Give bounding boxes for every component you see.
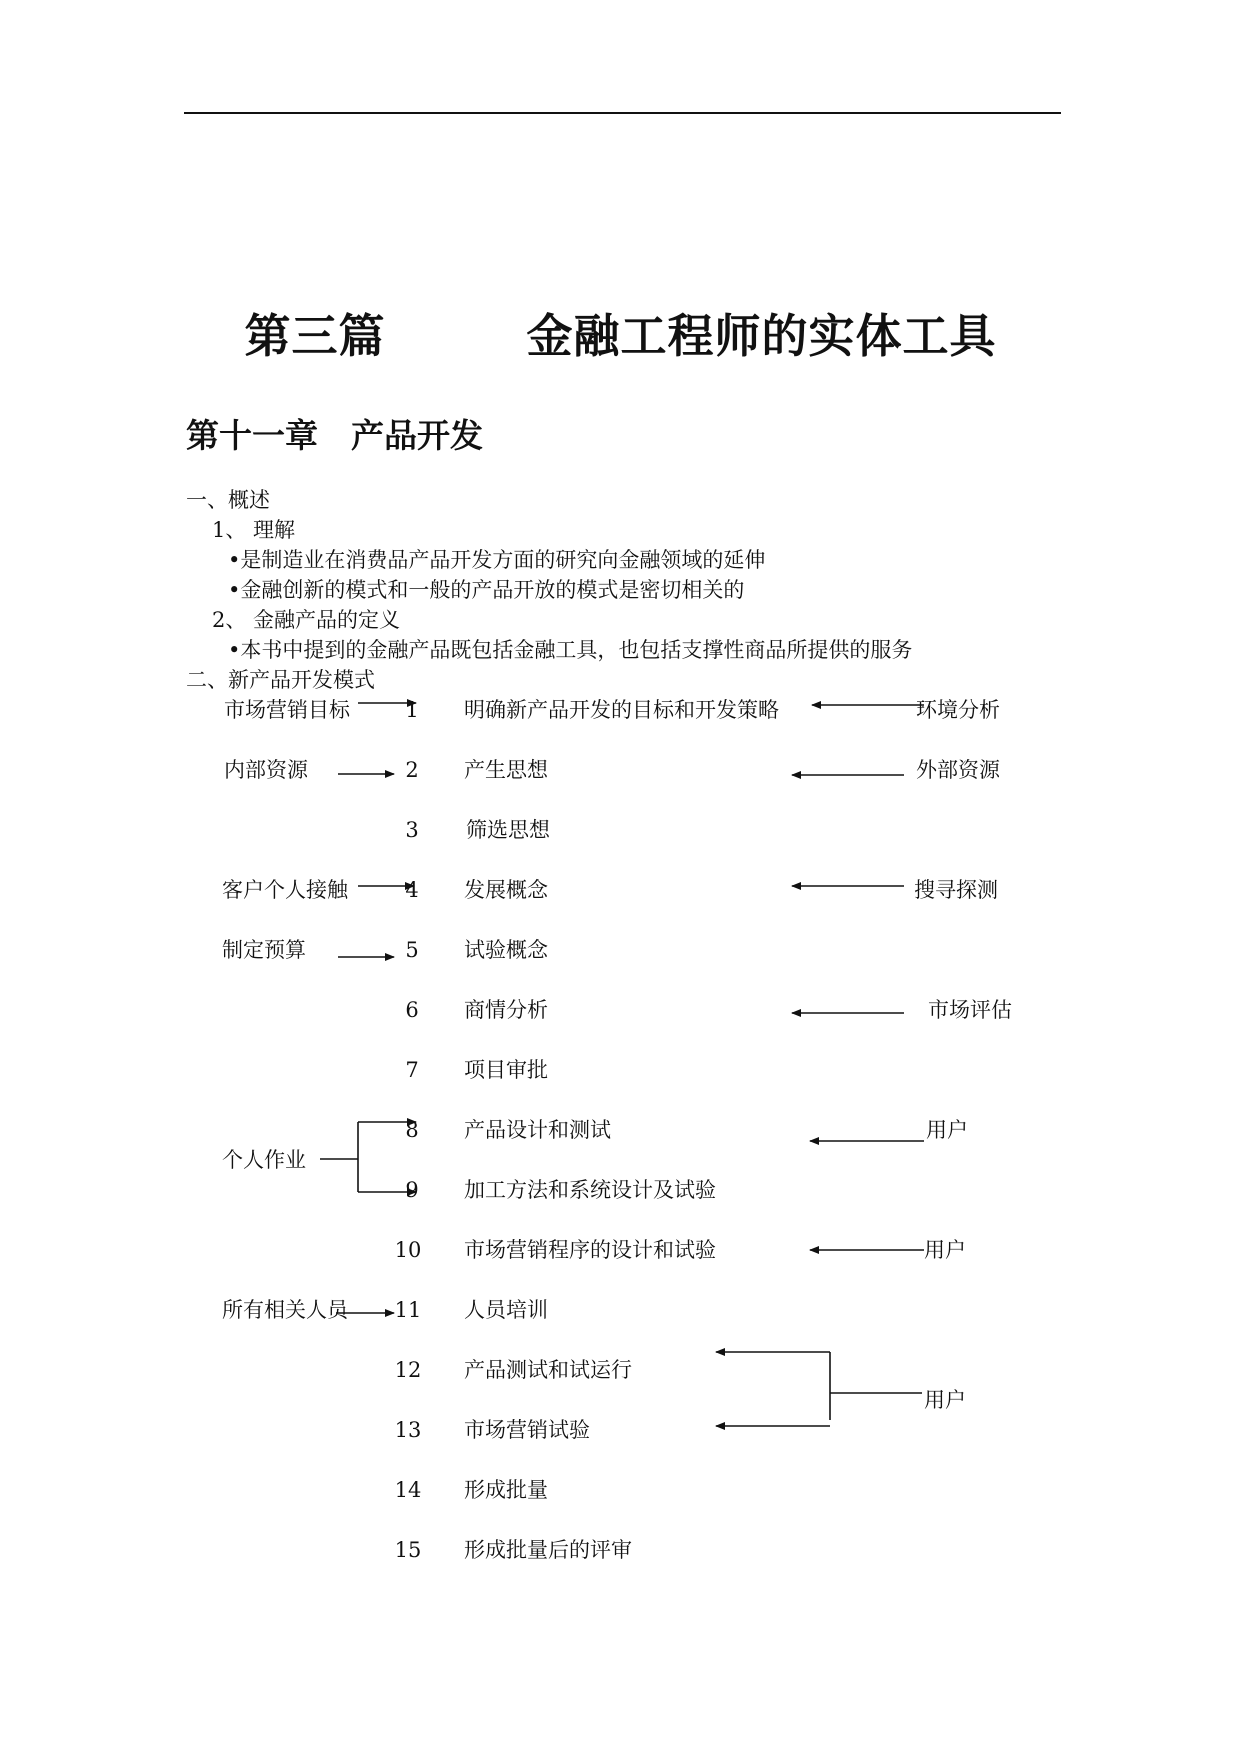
step-number: 6 (405, 998, 419, 1022)
input-internal-resources: 内部资源 (224, 758, 308, 782)
step-label: 项目审批 (464, 1058, 548, 1082)
step-number: 5 (405, 938, 419, 962)
bullet-item: •本书中提到的金融产品既包括金融工具，也包括支撑性商品所提供的服务 (228, 638, 913, 662)
input-user: 用户 (924, 1388, 966, 1412)
step-label: 产生思想 (464, 758, 548, 782)
bullet-item: •金融创新的模式和一般的产品开放的模式是密切相关的 (228, 578, 745, 602)
step-number: 15 (394, 1538, 422, 1562)
step-label: 产品测试和试运行 (464, 1358, 632, 1382)
part-title: 第三篇 金融工程师的实体工具 (244, 309, 997, 363)
step-label: 筛选思想 (466, 818, 550, 842)
subheading-understanding: 1、 理解 (212, 518, 296, 542)
input-individual-work: 个人作业 (222, 1148, 306, 1172)
step-number: 3 (405, 818, 419, 842)
section-heading-model: 二、新产品开发模式 (186, 668, 375, 692)
step-label: 产品设计和测试 (464, 1118, 611, 1142)
step-label: 市场营销程序的设计和试验 (464, 1238, 716, 1262)
input-all-staff: 所有相关人员 (222, 1298, 348, 1322)
step-number: 10 (394, 1238, 422, 1262)
step-label: 形成批量 (464, 1478, 548, 1502)
input-search-probe: 搜寻探测 (914, 878, 998, 902)
step-label: 试验概念 (464, 938, 548, 962)
input-user: 用户 (924, 1238, 966, 1262)
step-number: 14 (394, 1478, 422, 1502)
step-number: 11 (394, 1298, 422, 1322)
step-label: 加工方法和系统设计及试验 (464, 1178, 716, 1202)
step-label: 市场营销试验 (464, 1418, 590, 1442)
input-marketing-goals: 市场营销目标 (224, 698, 350, 722)
step-label: 人员培训 (464, 1298, 548, 1322)
input-external-resources: 外部资源 (916, 758, 1000, 782)
section-heading-overview: 一、概述 (186, 488, 270, 512)
subheading-definition: 2、 金融产品的定义 (212, 608, 401, 632)
step-number: 12 (394, 1358, 422, 1382)
input-customer-contact: 客户个人接触 (222, 878, 348, 902)
bullet-item: •是制造业在消费品产品开发方面的研究向金融领域的延伸 (228, 548, 766, 572)
step-number: 9 (405, 1178, 419, 1202)
step-number: 7 (405, 1058, 419, 1082)
input-market-assessment: 市场评估 (928, 998, 1012, 1022)
step-label: 形成批量后的评审 (464, 1538, 632, 1562)
input-budget: 制定预算 (222, 938, 306, 962)
step-label: 发展概念 (464, 878, 548, 902)
step-number: 8 (405, 1118, 419, 1142)
step-label: 明确新产品开发的目标和开发策略 (464, 698, 779, 722)
step-label: 商情分析 (464, 998, 548, 1022)
step-number: 2 (405, 758, 419, 782)
input-environment-analysis: 环境分析 (916, 698, 1000, 722)
step-number: 13 (394, 1418, 422, 1442)
input-user: 用户 (926, 1118, 968, 1142)
chapter-title: 第十一章 产品开发 (186, 416, 483, 455)
step-number: 1 (405, 698, 419, 722)
step-number: 4 (405, 878, 419, 902)
